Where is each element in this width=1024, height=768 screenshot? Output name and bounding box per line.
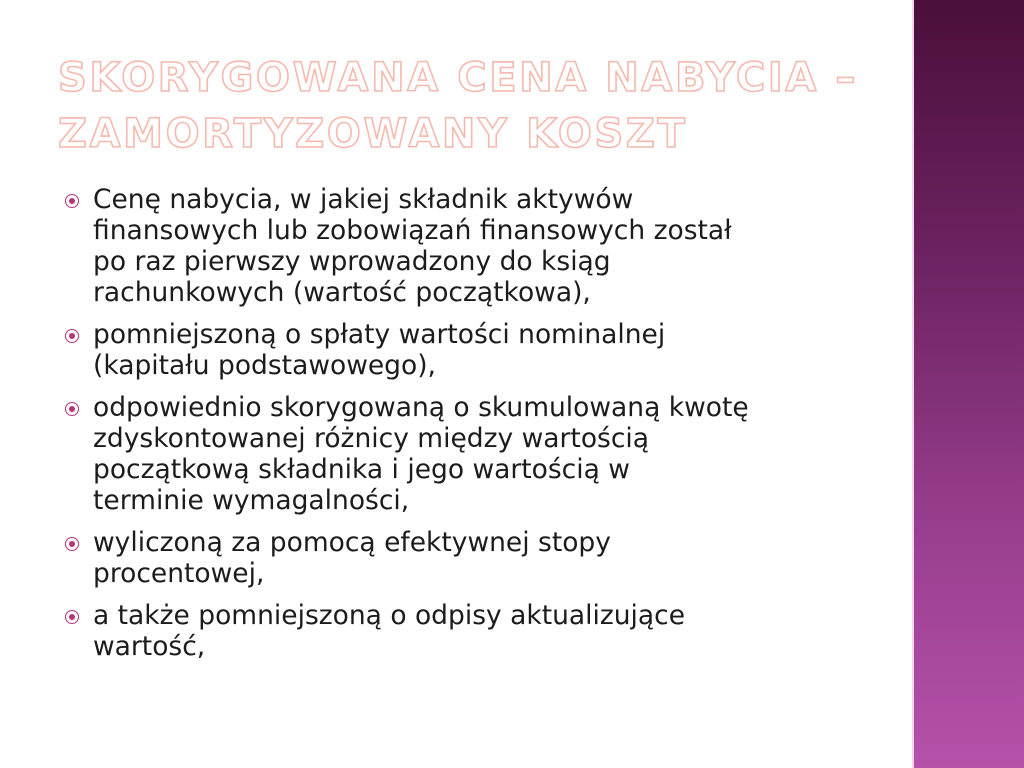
bullet-text-line: rachunkowych (wartość początkowa), [93,277,591,308]
bullet-text-line: odpowiednio skorygowaną o skumulowaną kwotę [93,392,749,423]
bullet-list [62,184,892,673]
bullet-icon [65,402,79,416]
bullet-item-cumulative-amortization [62,392,892,516]
bullet-text-line: Cenę nabycia, w jakiej składnik aktywów [93,184,634,215]
bullet-text-line: (kapitału podstawowego), [93,350,436,381]
bullet-text-line: wyliczoną za pomocą efektywnej stopy [93,527,611,558]
bullet-text-line: wartość, [93,631,206,662]
bullet-item-effective-rate [62,527,892,589]
bullet-text-line: terminie wymagalności, [93,485,410,516]
bullet-text-line: pomniejszoną o spłaty wartości nominalnej [93,319,666,350]
bullet-text-line: zdyskontowanej różnicy między wartością [93,423,650,454]
bullet-item-impairment [62,600,892,662]
bullet-icon [65,194,79,208]
decorative-side-band [912,0,1024,768]
bullet-item-purchase-price [62,184,892,308]
bullet-text-line: po raz pierwszy wprowadzony do ksiąg [93,246,611,277]
slide-title-line-2: ZAMORTYZOWANY KOSZT [58,111,688,157]
bullet-text-line: początkową składnika i jego wartością w [93,454,630,485]
bullet-text-line: finansowych lub zobowiązań finansowych został [93,215,732,246]
bullet-text-line: a także pomniejszoną o odpisy aktualizujące [93,600,686,631]
slide-title-line-1: SKORYGOWANA CENA NABYCIA – [58,55,859,101]
bullet-icon [65,537,79,551]
side-band-edge-line [912,0,914,768]
bullet-icon [65,329,79,343]
bullet-item-principal-repayments [62,319,892,381]
bullet-text-line: procentowej, [93,558,265,589]
slide-title [58,50,898,162]
bullet-icon [65,610,79,624]
